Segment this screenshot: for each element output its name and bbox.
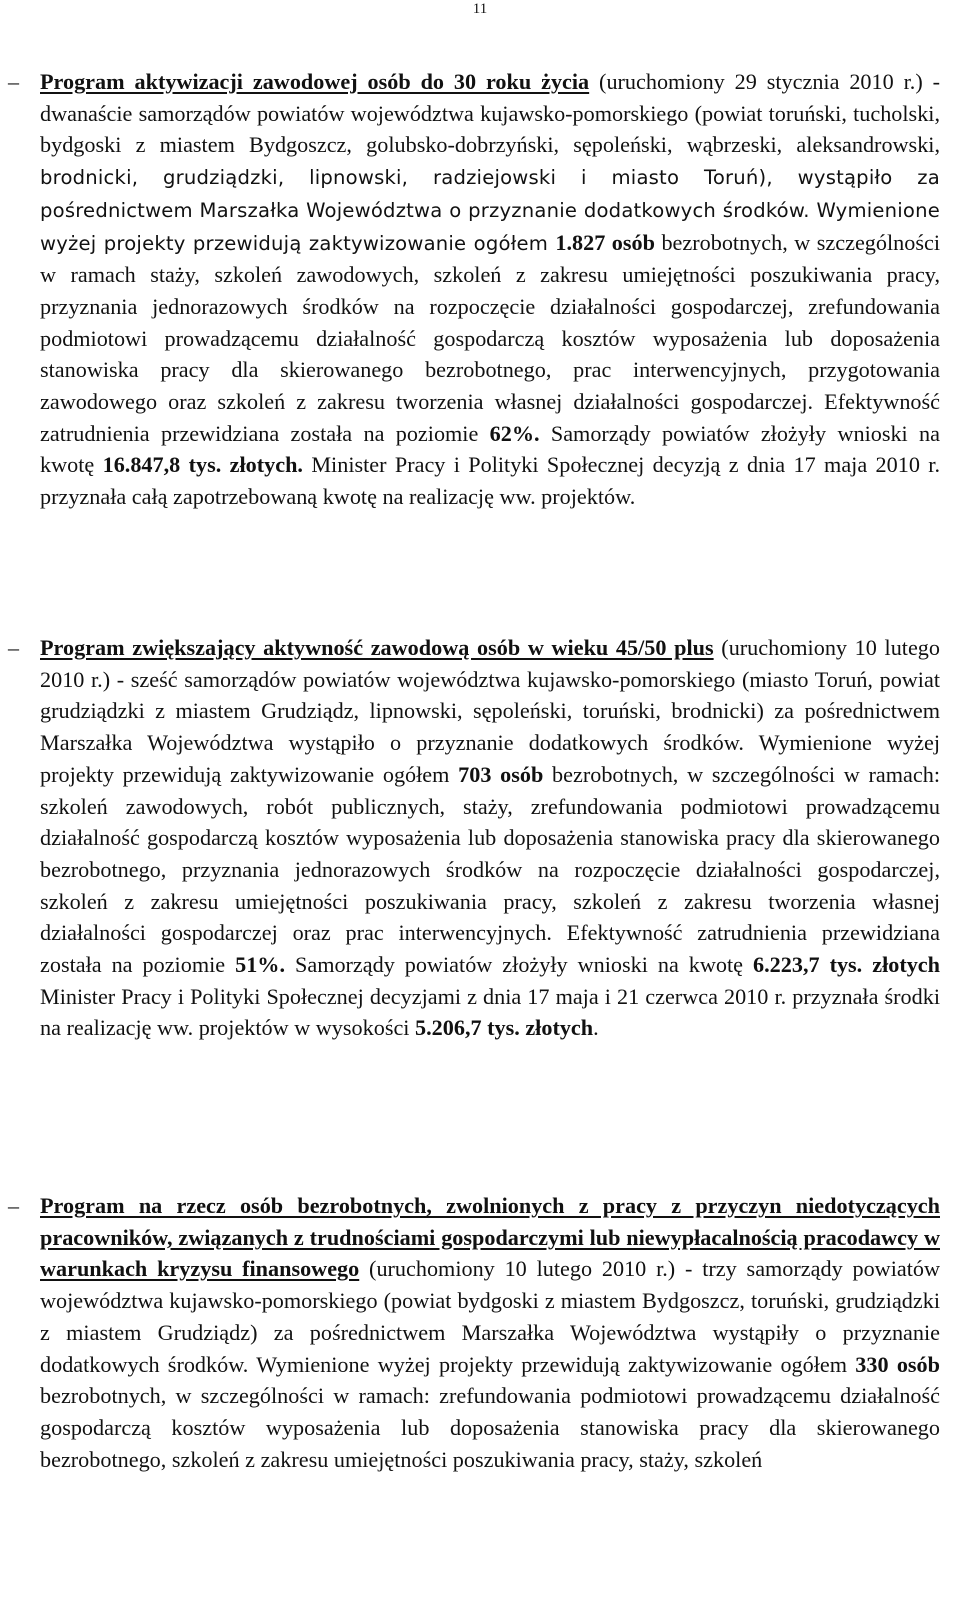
paragraph-text: Samorządy powiatów złożyły wnioski na kwotę bbox=[285, 952, 754, 978]
program-title: Program zwiększający aktywność zawodową osób w wieku 45/50 plus bbox=[40, 635, 714, 660]
paragraph-text: Minister Pracy i Polityki Społecznej decyzją z dnia 17 maja 2010 r. przyznała całą zapotrzebowaną kwotę na realizację ww. projektów. bbox=[40, 452, 940, 510]
list-item-program-kryzys bbox=[8, 1190, 940, 1475]
paragraph-text: bezrobotnych, w szczególności w ramach staży, szkoleń zawodowych, szkoleń z zakresu umiejętności poszukiwania pracy, przyznania jednorazowych środków na rozpoczęcie działalności gospodarczej, zrefundowania podmiotowi prowadzącemu działalność gospodarczą kosztów wyposażenia lub doposażenia stanowiska pracy dla skierowanego bezrobotnego, prac interwencyjnych, przygotowania zawodowego oraz szkoleń z zakresu tworzenia własnej działalności gospodarczej. Efektywność zatrudnienia przewidziana została na poziomie bbox=[40, 229, 940, 446]
paragraph-text: Minister Pracy i Polityki Społecznej decyzjami z dnia 17 maja i 21 czerwca 2010 r. przyznała środki na realizację ww. projektów w wysokości bbox=[40, 983, 940, 1041]
paragraph-text: (uruchomiony 10 lutego 2010 r.) - sześć samorządów powiatów województwa kujawsko-pomorskiego (miasto Toruń, powiat grudziądzki z miastem Grudziądz, lipnowski, sępoleński, toruński, brodnicki) za pośrednictwem Marszałka Województwa wystąpiło o przyznanie dodatkowych środków. Wymienione wyżej projekty przewidują zaktywizowanie ogółem bbox=[40, 635, 940, 787]
program-title: Program na rzecz osób bezrobotnych, zwolnionych z pracy z przyczyn niedotyczących pracowników, związanych z trudnościami gospodarczymi lub niewypłacalnością pracodawcy w warunkach kryzysu finansowego bbox=[40, 1193, 940, 1282]
emphasis-amount: 5.206,7 tys. złotych bbox=[415, 1015, 594, 1041]
paragraph-text: (uruchomiony 29 stycznia 2010 r.) - dwanaście samorządów powiatów województwa kujawsko-pomorskiego (powiat toruński, tucholski, bydgoski z miastem Bydgoszcz, golubsko-dobrzyński, sępoleński, wąbrzeski, aleksandrowski, bbox=[40, 69, 940, 158]
emphasis-percentage: 51%. bbox=[235, 952, 286, 978]
program-title: Program aktywizacji zawodowej osób do 30 roku życia bbox=[40, 69, 590, 94]
paragraph-text: brodnicki, grudziądzki, lipnowski, radziejowski i miasto Toruń), wystąpiło za pośrednictwem Marszałka Województwa o przyznanie dodatkowych środków. Wymienione wyżej projekty przewidują zaktywizowanie ogółem bbox=[40, 166, 940, 255]
emphasis-count: 330 osób bbox=[855, 1351, 940, 1377]
paragraph-text: Samorządy powiatów złożyły wnioski na kwotę bbox=[40, 420, 940, 478]
list-dash: – bbox=[8, 1193, 19, 1218]
list-item-program-30 bbox=[8, 66, 940, 513]
paragraph-text: (uruchomiony 10 lutego 2010 r.) - trzy samorządy powiatów województwa kujawsko-pomorskiego (powiat bydgoski z miastem Bydgoszcz, toruński, grudziądzki z miastem Grudziądz) za pośrednictwem Marszałka Województwa wystąpiły o przyznanie dodatkowych środków. Wymienione wyżej projekty przewidują zaktywizowanie ogółem bbox=[40, 1256, 940, 1377]
page-number: 11 bbox=[472, 1, 488, 17]
emphasis-count: 1.827 osób bbox=[555, 229, 655, 255]
list-item-text bbox=[40, 66, 940, 513]
emphasis-amount: 6.223,7 tys. złotych bbox=[753, 952, 940, 978]
list-dash: – bbox=[8, 635, 19, 660]
list-item-text bbox=[40, 1190, 940, 1475]
list-dash: – bbox=[8, 69, 19, 94]
list-item-program-45-50 bbox=[8, 632, 940, 1044]
paragraph-text: bezrobotnych, w szczególności w ramach: zrefundowania podmiotowi prowadzącemu działalność gospodarczą kosztów wyposażenia lub doposażenia stanowiska pracy dla skierowanego bezrobotnego, szkoleń z zakresu umiejętności poszukiwania pracy, staży, szkoleń bbox=[40, 1383, 940, 1472]
list-item-text bbox=[40, 632, 940, 1044]
emphasis-count: 703 osób bbox=[458, 761, 544, 787]
emphasis-amount: 16.847,8 tys. złotych. bbox=[102, 452, 303, 478]
emphasis-percentage: 62%. bbox=[489, 420, 540, 446]
paragraph-text: bezrobotnych, w szczególności w ramach: szkoleń zawodowych, robót publicznych, staży, zrefundowania podmiotowi prowadzącemu działalność gospodarczą kosztów wyposażenia lub doposażenia stanowiska pracy dla skierowanego bezrobotnego, przyznania jednorazowych środków na rozpoczęcie działalności gospodarczej, szkoleń z zakresu umiejętności poszukiwania pracy, szkoleń z zakresu tworzenia własnej działalności gospodarczej oraz prac interwencyjnych. Efektywność zatrudnienia przewidziana została na poziomie bbox=[40, 761, 940, 978]
paragraph-text: . bbox=[593, 1015, 599, 1041]
